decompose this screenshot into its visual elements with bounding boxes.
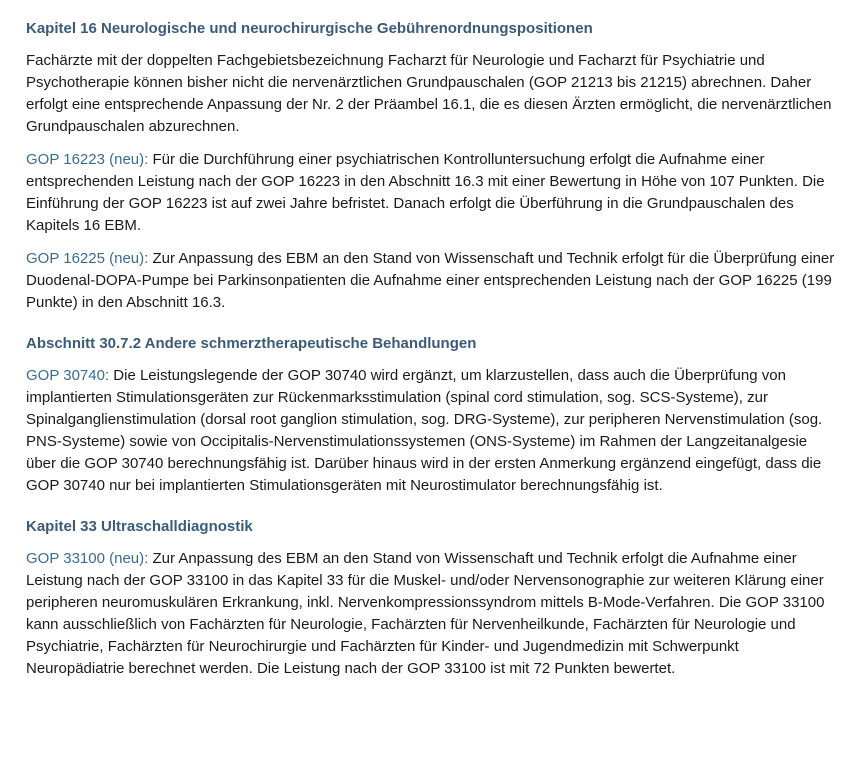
paragraph-text: Fachärzte mit der doppelten Fachgebietsbezeichnung Facharzt für Neurologie und Facharzt für Psychiatrie und Psychotherapie können bisher nicht die nervenärztlichen Grundpauschalen (GOP 21213 bis 21215) abrechnen. Daher erfolgt eine entsprechende Anpassung der Nr. 2 der Präambel 16.1, die es diesen Ärzten ermöglicht, die nervenärztlichen Grundpauschalen abzurechnen. <box>26 52 832 135</box>
paragraph-text: Zur Anpassung des EBM an den Stand von Wissenschaft und Technik erfolgt für die Überprüfung einer Duodenal-DOPA-Pumpe bei Parkinsonpatienten die Aufnahme einer entsprechenden Leistung nach der GOP 16225 (199 Punkte) in den Abschnitt 16.3. <box>26 250 835 311</box>
paragraph-text: Zur Anpassung des EBM an den Stand von Wissenschaft und Technik erfolgt die Aufnahme einer Leistung nach der GOP 33100 in das Kapitel 33 für die Muskel- und/oder Nervensonographie zur weiteren Klärung einer peripheren neuromuskulären Erkrankung, inkl. Nervenkompressionssyndrom mittels B-Mode-Verfahren. Die GOP 33100 kann ausschließlich von Fachärzten für Neurologie, Fachärzten für Nervenheilkunde, Fachärzten für Neurologie und Psychiatrie, Fachärzten für Neurochirurgie und Fachärzten für Kinder- und Jugendmedizin mit Schwerpunkt Neuropädiatrie berechnet werden. Die Leistung nach der GOP 33100 ist mit 72 Punkten bewertet. <box>26 550 825 677</box>
paragraph-text: Die Leistungslegende der GOP 30740 wird ergänzt, um klarzustellen, dass auch die Überprüfung von implantierten Stimulationsgeräten zur Rückenmarksstimulation (spinal cord stimulation, sog. SCS-Systeme), zur Spinalganglienstimulation (dorsal root ganglion stimulation, sog. DRG-Systeme), zur peripheren Nervenstimulation (sog. PNS-Systeme) sowie von Occipitalis-Nervenstimulationssystemen (ONS-Systeme) im Rahmen der Langzeitanalgesie über die GOP 30740 berechnungsfähig ist. Darüber hinaus wird in der ersten Anmerkung ergänzend eingefügt, dass die GOP 30740 nur bei implantierten Stimulationsgeräten mit Neurostimulator berechnungsfähig ist. <box>26 367 823 494</box>
section-heading-kapitel-16: Kapitel 16 Neurologische und neurochirurgische Gebührenordnungspositionen <box>26 20 593 37</box>
paragraph-text: Für die Durchführung einer psychiatrischen Kontrolluntersuchung erfolgt die Aufnahme einer entsprechenden Leistung nach der GOP 16223 in den Abschnitt 16.3 mit einer Bewertung in Höhe von 107 Punkten. Die Einführung der GOP 16223 ist auf zwei Jahre befristet. Danach erfolgt die Überführung in die Grundpauschalen des Kapitels 16 EBM. <box>26 151 825 234</box>
paragraph-gop-33100 <box>26 548 838 680</box>
gop-label: GOP 16223 (neu): <box>26 151 149 168</box>
section-heading-kapitel-33: Kapitel 33 Ultraschalldiagnostik <box>26 518 253 535</box>
gop-label: GOP 16225 (neu): <box>26 250 149 267</box>
paragraph-gop-16225 <box>26 248 838 314</box>
section-heading-abschnitt-30-7-2: Abschnitt 30.7.2 Andere schmerztherapeutische Behandlungen <box>26 335 477 352</box>
paragraph-grundpauschalen <box>26 50 838 138</box>
gop-label: GOP 30740: <box>26 367 110 384</box>
gop-label: GOP 33100 (neu): <box>26 550 149 567</box>
paragraph-gop-30740 <box>26 365 838 497</box>
paragraph-gop-16223 <box>26 149 838 237</box>
